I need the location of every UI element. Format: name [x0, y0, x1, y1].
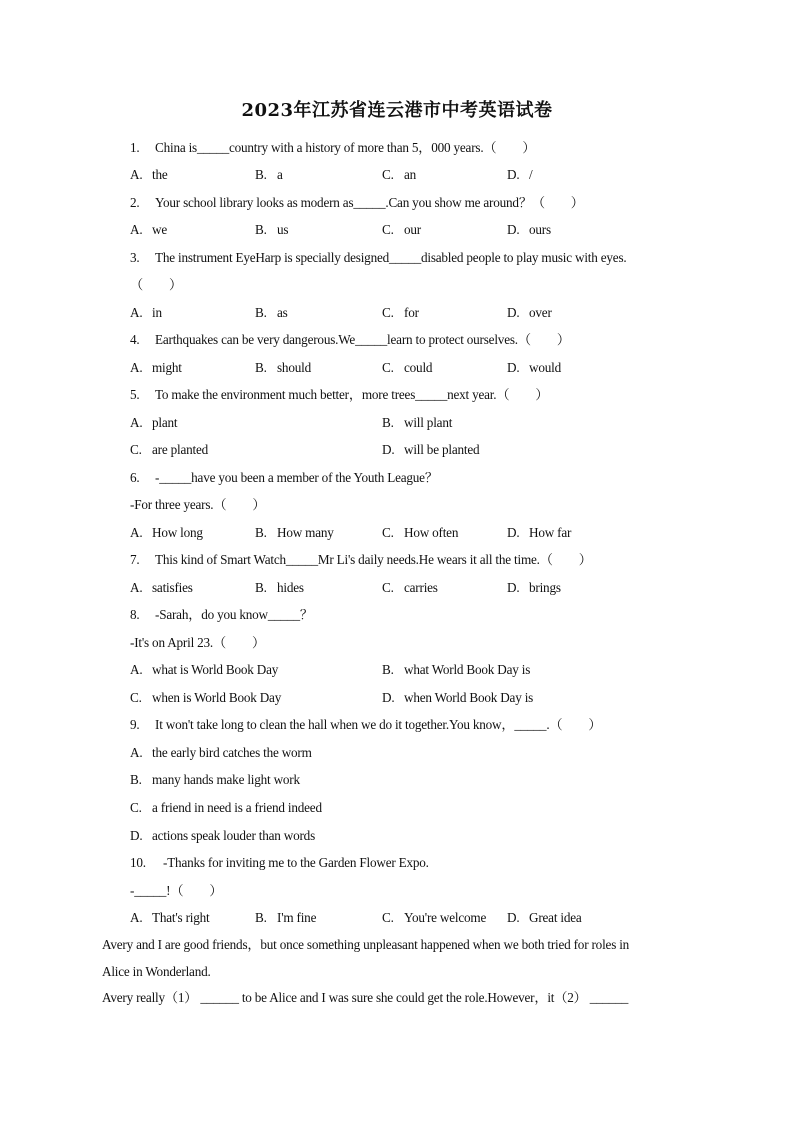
question-text: To make the environment much better，more trees_____next year.（ ）: [155, 387, 549, 402]
question-number: 7.: [130, 552, 140, 567]
option-text: when World Book Day is: [404, 690, 534, 705]
passage-line-2: Alice in Wonderland.: [102, 964, 211, 979]
page-title: 2023年江苏省连云港市中考英语试卷: [241, 100, 553, 121]
option-text: what World Book Day is: [404, 662, 531, 677]
question-number: 3.: [130, 250, 140, 265]
option-letter: A.: [130, 167, 143, 182]
option-text: we: [152, 222, 167, 237]
option-letter: A.: [130, 580, 143, 595]
dialogue-reply: -It's on April 23.（ ）: [130, 635, 265, 650]
option-text: Great idea: [529, 910, 582, 925]
option-letter: B.: [255, 222, 267, 237]
option-d[interactable]: [507, 525, 571, 541]
option-letter: A.: [130, 745, 143, 760]
option-letter: D.: [130, 828, 143, 843]
passage-line-3: Avery really（1） ______ to be Alice and I was sure she could get the role.However，it（2） ______: [102, 990, 629, 1005]
option-letter: B.: [255, 910, 267, 925]
option-letter: D.: [382, 690, 395, 705]
question-number: 2.: [130, 195, 140, 210]
option-a[interactable]: [130, 525, 203, 541]
option-d[interactable]: [130, 828, 315, 844]
option-text: carries: [404, 580, 438, 595]
option-text: an: [404, 167, 417, 182]
dialogue-reply: -_____!（ ）: [130, 883, 223, 898]
option-letter: B.: [255, 525, 267, 540]
option-d[interactable]: [507, 305, 552, 321]
option-c[interactable]: [130, 690, 281, 706]
option-a[interactable]: [130, 167, 168, 183]
question-text: This kind of Smart Watch_____Mr Li's daily needs.He wears it all the time.（ ）: [155, 552, 592, 567]
option-text: our: [404, 222, 421, 237]
question-text: China is_____country with a history of more than 5，000 years.（ ）: [155, 140, 536, 155]
option-b[interactable]: [255, 910, 316, 926]
option-a[interactable]: [130, 305, 162, 321]
option-letter: B.: [130, 772, 142, 787]
question-text: The instrument EyeHarp is specially designed_____disabled people to play music with eyes.: [155, 250, 627, 265]
option-text: over: [529, 305, 552, 320]
option-text: You're welcome: [404, 910, 487, 925]
option-b[interactable]: [382, 415, 452, 431]
option-letter: C.: [382, 167, 394, 182]
option-text: will be planted: [404, 442, 480, 457]
option-d[interactable]: [507, 222, 551, 238]
option-text: will plant: [404, 415, 453, 430]
option-letter: A.: [130, 222, 143, 237]
option-text: satisfies: [152, 580, 193, 595]
passage-line-1: Avery and I are good friends，but once something unpleasant happened when we both tried for roles in: [102, 937, 630, 952]
question-number: 5.: [130, 387, 140, 402]
option-text: would: [529, 360, 561, 375]
option-text: brings: [529, 580, 561, 595]
option-letter: B.: [255, 167, 267, 182]
option-text: should: [277, 360, 311, 375]
option-b[interactable]: [130, 772, 300, 788]
question-number: 1.: [130, 140, 140, 155]
option-letter: C.: [382, 360, 394, 375]
option-letter: B.: [255, 305, 267, 320]
option-a[interactable]: [130, 745, 312, 761]
option-a[interactable]: [130, 222, 167, 238]
option-text: hides: [277, 580, 304, 595]
option-letter: A.: [130, 910, 143, 925]
option-letter: B.: [382, 662, 394, 677]
option-a[interactable]: [130, 360, 182, 376]
option-c[interactable]: [130, 800, 322, 816]
option-letter: D.: [507, 910, 520, 925]
option-b[interactable]: [255, 222, 288, 238]
question-text: Your school library looks as modern as_____.Can you show me around？（ ）: [155, 195, 584, 210]
option-a[interactable]: [130, 580, 193, 596]
option-b[interactable]: [255, 360, 311, 376]
option-text: as: [277, 305, 288, 320]
option-letter: D.: [382, 442, 395, 457]
option-text: ours: [529, 222, 551, 237]
option-a[interactable]: [130, 662, 278, 678]
option-letter: D.: [507, 525, 520, 540]
option-letter: C.: [382, 305, 394, 320]
option-text: a: [277, 167, 283, 182]
option-letter: A.: [130, 305, 143, 320]
option-text: when is World Book Day: [152, 690, 282, 705]
option-text: a friend in need is a friend indeed: [152, 800, 322, 815]
option-text: what is World Book Day: [152, 662, 279, 677]
option-letter: C.: [382, 910, 394, 925]
option-text: for: [404, 305, 419, 320]
option-letter: A.: [130, 360, 143, 375]
option-text: plant: [152, 415, 178, 430]
option-letter: C.: [382, 525, 394, 540]
option-c[interactable]: [382, 305, 419, 321]
option-text: How far: [529, 525, 572, 540]
option-b[interactable]: [255, 525, 334, 541]
option-letter: B.: [255, 580, 267, 595]
question-number: 4.: [130, 332, 140, 347]
option-text: /: [529, 167, 533, 182]
option-d[interactable]: [382, 690, 533, 706]
option-text: could: [404, 360, 433, 375]
option-letter: C.: [130, 690, 142, 705]
question-text: -_____have you been a member of the Youth League？: [155, 470, 438, 485]
question-text: -Sarah，do you know_____？: [155, 607, 313, 622]
option-text: How long: [152, 525, 203, 540]
question-text: It won't take long to clean the hall when we do it together.You know，_____.（ ）: [155, 717, 602, 732]
question-number: 8.: [130, 607, 140, 622]
option-letter: A.: [130, 415, 143, 430]
option-a[interactable]: [130, 415, 177, 431]
option-text: are planted: [152, 442, 209, 457]
option-b[interactable]: [382, 662, 530, 678]
question-text: -Thanks for inviting me to the Garden Flower Expo.: [163, 855, 429, 870]
option-d[interactable]: [382, 442, 479, 458]
answer-bracket: （ ）: [130, 277, 182, 292]
option-c[interactable]: [382, 222, 421, 238]
option-c[interactable]: [382, 910, 486, 926]
option-text: the: [152, 167, 168, 182]
option-b[interactable]: [255, 305, 288, 321]
option-d[interactable]: [507, 360, 561, 376]
option-letter: D.: [507, 167, 520, 182]
question-number: 9.: [130, 717, 140, 732]
option-letter: C.: [382, 222, 394, 237]
option-text: How often: [404, 525, 459, 540]
option-letter: D.: [507, 222, 520, 237]
dialogue-reply: -For three years.（ ）: [130, 497, 266, 512]
option-c[interactable]: [130, 442, 208, 458]
option-text: might: [152, 360, 182, 375]
option-letter: D.: [507, 360, 520, 375]
option-text: actions speak louder than words: [152, 828, 315, 843]
option-c[interactable]: [382, 360, 432, 376]
option-a[interactable]: [130, 910, 209, 926]
question-number: 10.: [130, 855, 146, 870]
option-letter: C.: [130, 442, 142, 457]
option-letter: A.: [130, 662, 143, 677]
option-letter: B.: [382, 415, 394, 430]
option-text: in: [152, 305, 162, 320]
option-letter: D.: [507, 305, 520, 320]
option-letter: B.: [255, 360, 267, 375]
option-d[interactable]: [507, 580, 561, 596]
option-d[interactable]: [507, 167, 532, 183]
option-text: That's right: [152, 910, 210, 925]
option-c[interactable]: [382, 167, 416, 183]
option-letter: C.: [382, 580, 394, 595]
option-text: How many: [277, 525, 334, 540]
option-text: the early bird catches the worm: [152, 745, 312, 760]
option-text: I'm fine: [277, 910, 317, 925]
option-text: many hands make light work: [152, 772, 300, 787]
option-text: us: [277, 222, 289, 237]
option-letter: D.: [507, 580, 520, 595]
option-letter: A.: [130, 525, 143, 540]
option-c[interactable]: [382, 580, 438, 596]
option-b[interactable]: [255, 167, 283, 183]
question-number: 6.: [130, 470, 140, 485]
option-letter: C.: [130, 800, 142, 815]
option-c[interactable]: [382, 525, 458, 541]
option-b[interactable]: [255, 580, 304, 596]
option-d[interactable]: [507, 910, 582, 926]
question-text: Earthquakes can be very dangerous.We_____learn to protect ourselves.（ ）: [155, 332, 570, 347]
